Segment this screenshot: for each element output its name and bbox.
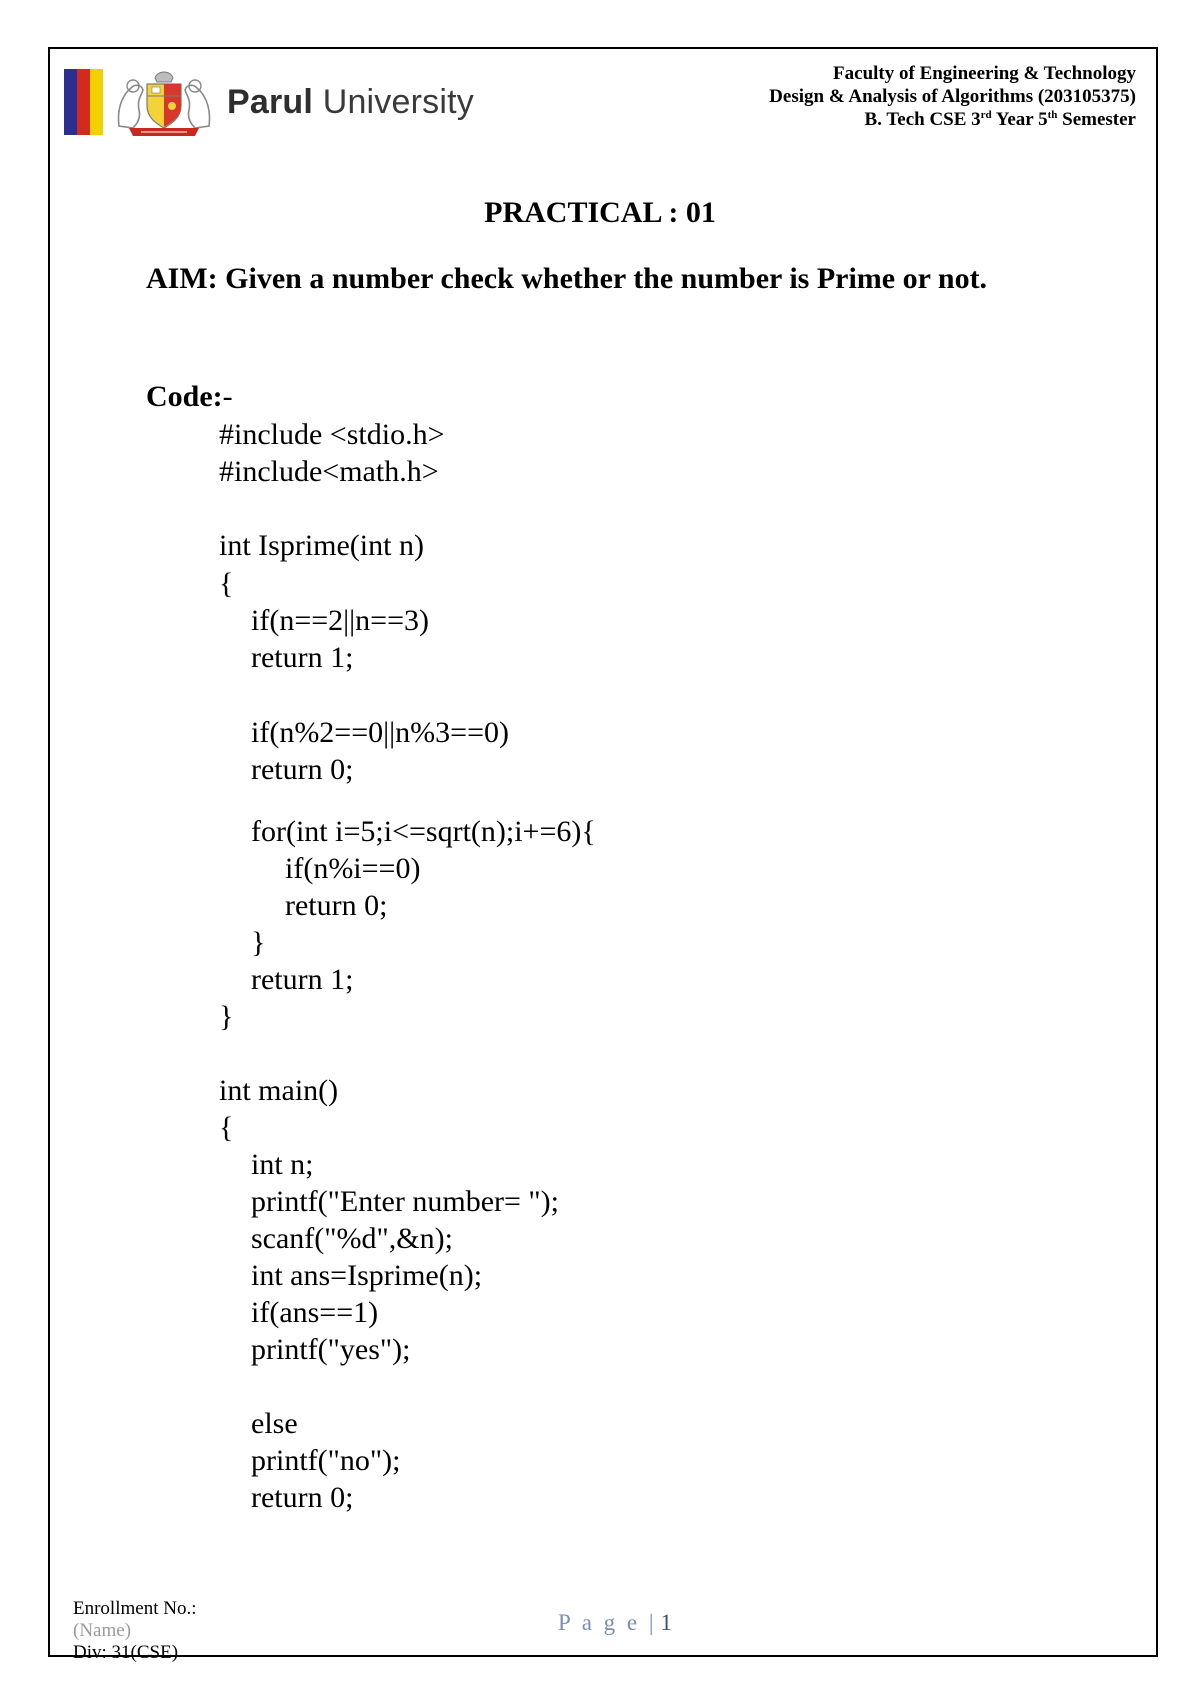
program-prefix: B. Tech CSE 3 bbox=[864, 109, 981, 130]
code-line: else bbox=[251, 1407, 298, 1440]
code-label bbox=[146, 380, 233, 414]
code-line: printf("yes"); bbox=[251, 1333, 411, 1366]
code-line: int ans=Isprime(n); bbox=[251, 1259, 483, 1292]
header-info bbox=[769, 62, 1136, 131]
program-suffix: Semester bbox=[1057, 109, 1136, 130]
code-line: } bbox=[251, 926, 266, 959]
page-number-value: 1 bbox=[660, 1610, 672, 1635]
code-line: return 1; bbox=[251, 963, 354, 996]
code-label-dash: - bbox=[222, 380, 233, 413]
code-line: } bbox=[219, 1000, 234, 1033]
university-name bbox=[227, 83, 474, 122]
name-placeholder: (Name) bbox=[73, 1620, 132, 1641]
page-label: P a g e | bbox=[558, 1610, 657, 1635]
code-line: scanf("%d",&n); bbox=[251, 1222, 453, 1255]
code-line: return 0; bbox=[251, 753, 354, 786]
code-line: int n; bbox=[251, 1148, 314, 1181]
course-line: Design & Analysis of Algorithms (203105375) bbox=[769, 86, 1136, 107]
faculty-line: Faculty of Engineering & Technology bbox=[833, 63, 1136, 84]
code-line: #include <stdio.h> bbox=[219, 418, 445, 451]
code-line: printf("Enter number= "); bbox=[251, 1185, 559, 1218]
code-line: return 1; bbox=[251, 641, 354, 674]
code-line: if(n%2==0||n%3==0) bbox=[251, 716, 509, 749]
page-number bbox=[558, 1610, 672, 1636]
code-line: if(n==2||n==3) bbox=[251, 604, 429, 637]
program-sup-rd: rd bbox=[980, 109, 992, 121]
code-line: int main() bbox=[219, 1074, 339, 1107]
color-bar-blue bbox=[64, 69, 77, 135]
practical-title: PRACTICAL : 01 bbox=[484, 196, 716, 229]
code-line: if(ans==1) bbox=[251, 1296, 379, 1329]
crest-icon bbox=[111, 66, 217, 138]
code-line: { bbox=[219, 567, 234, 600]
code-line: for(int i=5;i<=sqrt(n);i+=6){ bbox=[251, 815, 596, 848]
code-line: #include<math.h> bbox=[219, 455, 439, 488]
program-sup-th: th bbox=[1047, 109, 1058, 121]
aim-statement: AIM: Given a number check whether the number is Prime or not. bbox=[146, 262, 988, 295]
color-bar-yellow bbox=[90, 69, 103, 135]
division-label: Div: 31(CSE) bbox=[73, 1642, 179, 1663]
enrollment-label: Enrollment No.: bbox=[73, 1598, 197, 1619]
program-line bbox=[769, 108, 1136, 131]
footer-student-info bbox=[73, 1598, 196, 1664]
code-line: { bbox=[219, 1111, 234, 1144]
brand-rest: University bbox=[313, 82, 474, 121]
code-line: printf("no"); bbox=[251, 1444, 401, 1477]
code-label-bold: Code: bbox=[146, 380, 223, 413]
program-mid: Year 5 bbox=[991, 109, 1048, 130]
brand-bold: Parul bbox=[227, 82, 314, 121]
color-bars bbox=[64, 69, 103, 135]
code-line: return 0; bbox=[251, 1481, 354, 1514]
code-line: return 0; bbox=[285, 889, 388, 922]
code-line: if(n%i==0) bbox=[285, 852, 421, 885]
color-bar-red bbox=[77, 69, 90, 135]
university-logo bbox=[64, 66, 474, 138]
code-line: int Isprime(int n) bbox=[219, 529, 424, 562]
